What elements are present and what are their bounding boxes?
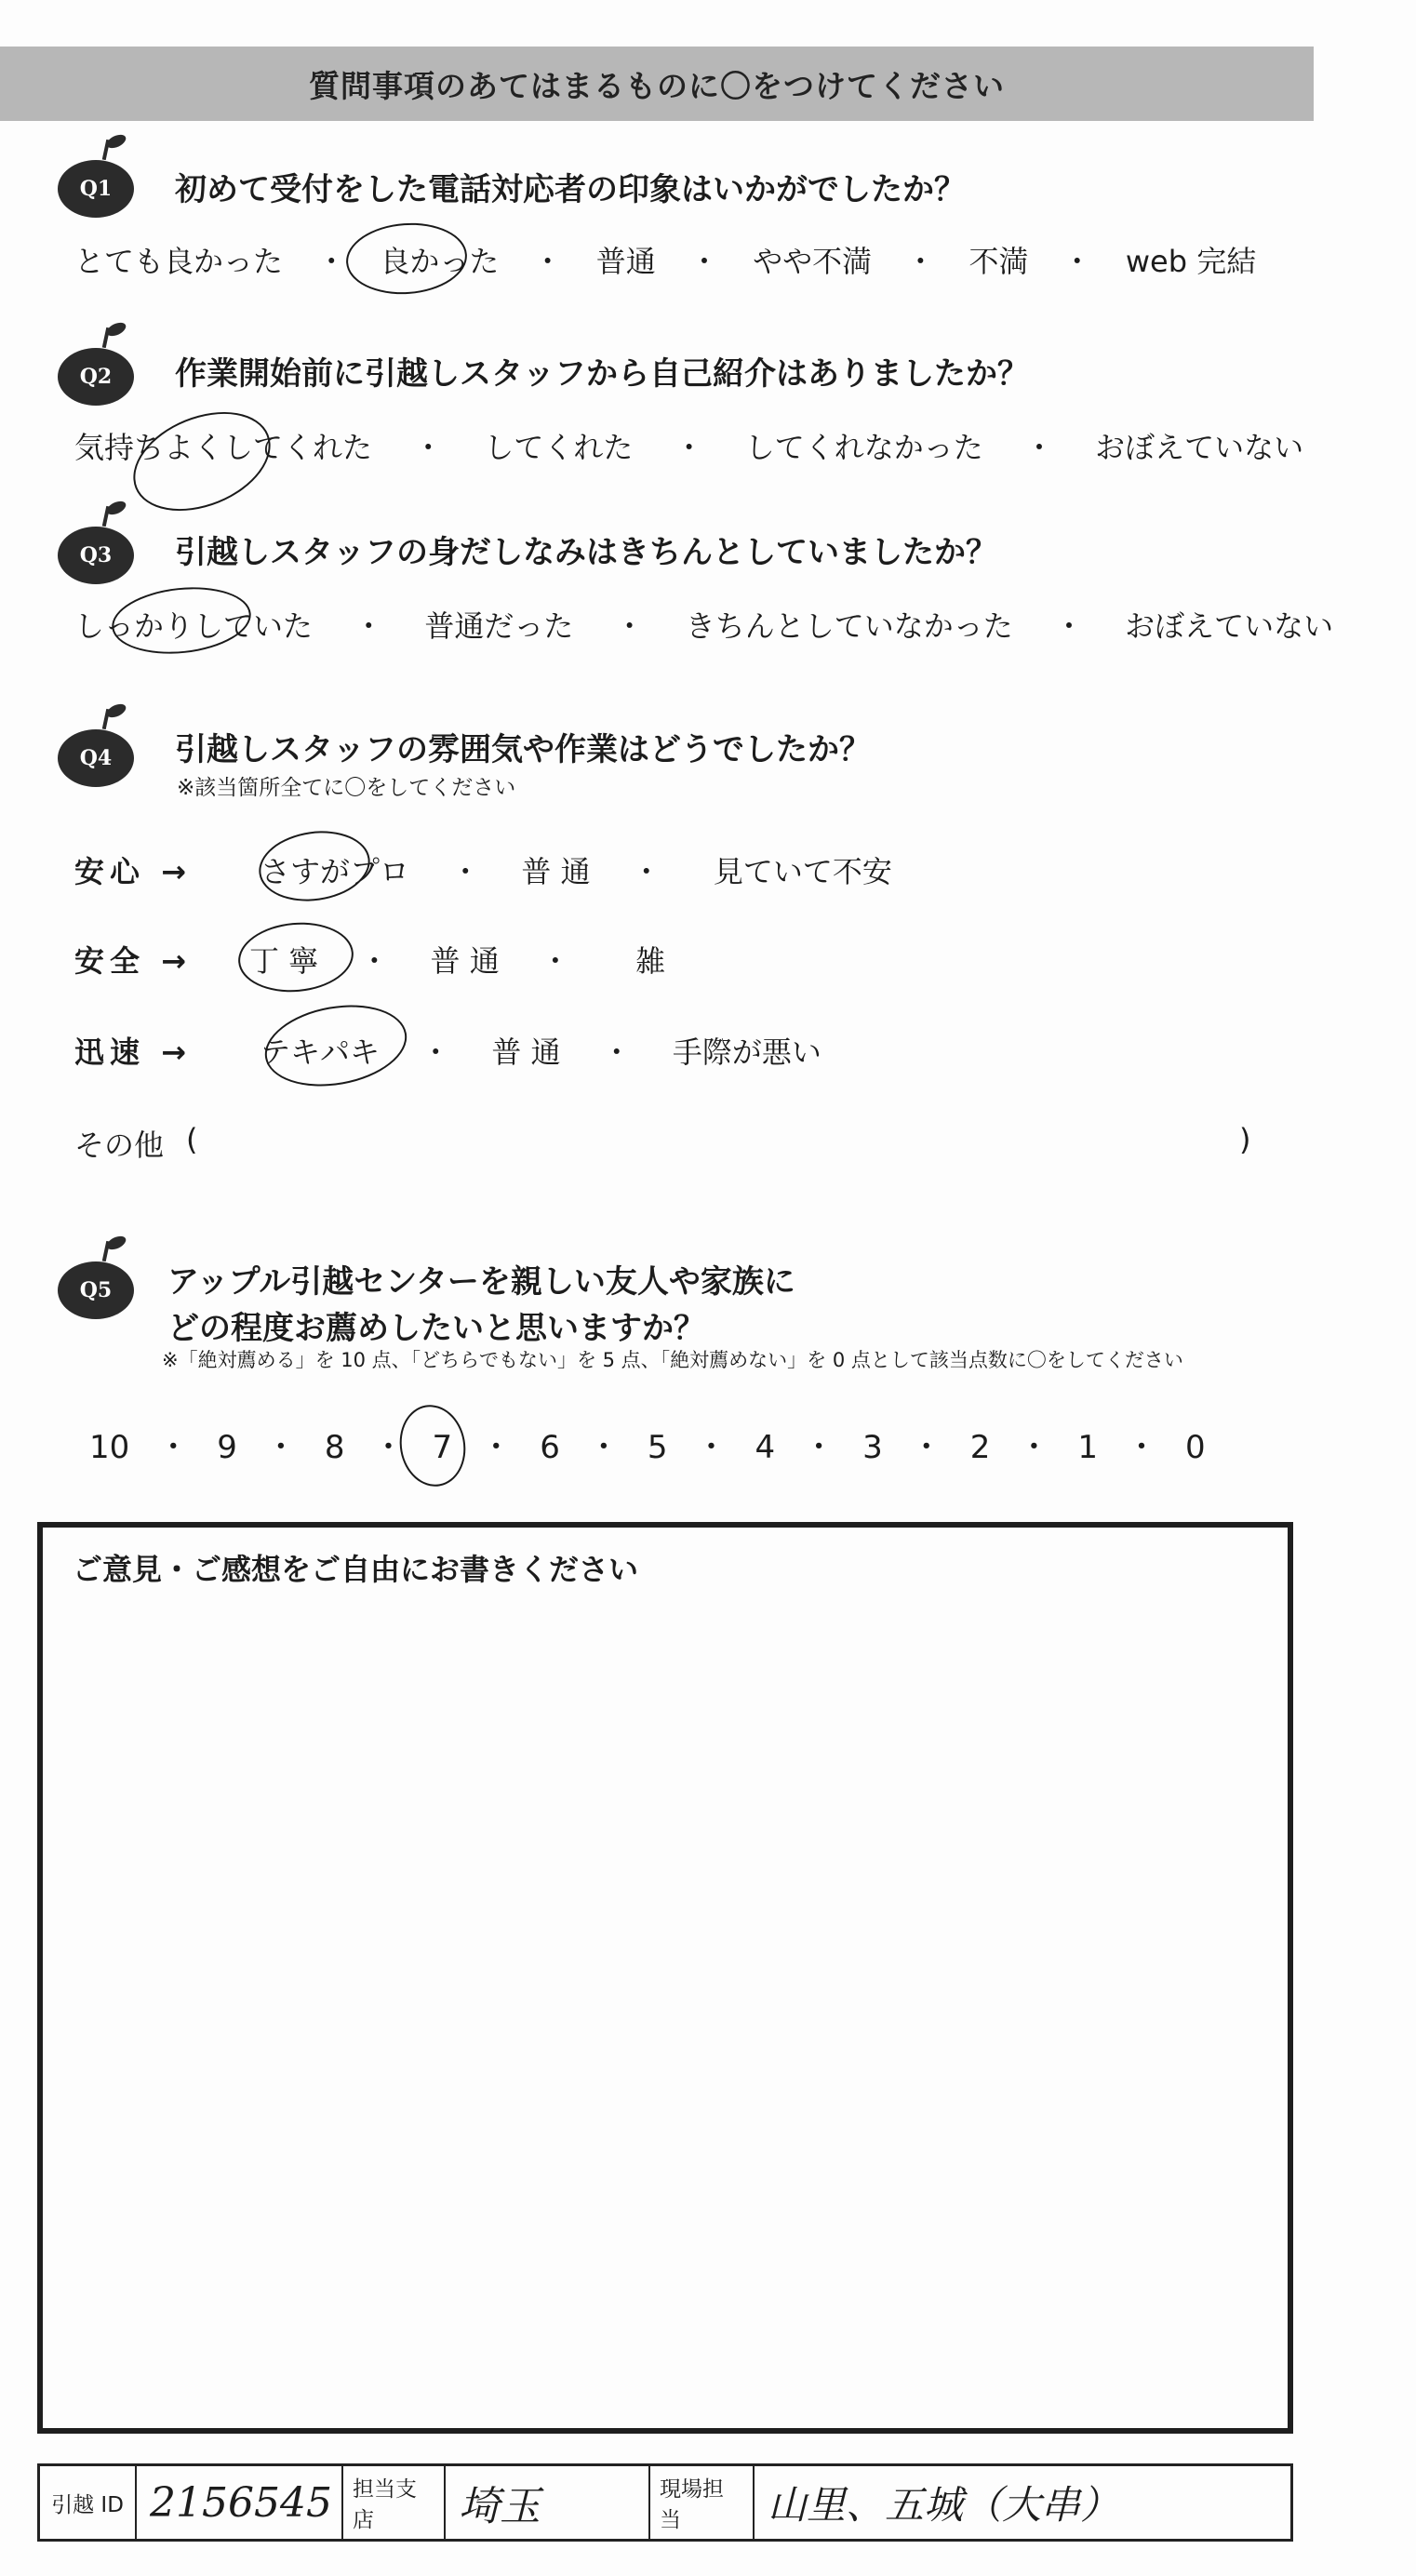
q4-row2-selection-circle (235, 918, 356, 997)
score-option[interactable]: 4 (755, 1429, 776, 1466)
q4-row3-option-3[interactable]: 手際が悪い (672, 1034, 822, 1070)
q2-selection-circle (119, 394, 286, 530)
score-option[interactable]: 8 (324, 1429, 345, 1466)
q4-title: 引越しスタッフの雰囲気や作業はどうでしたか？ (175, 731, 871, 768)
q4-row2-option-1[interactable]: 丁 寧 (249, 943, 319, 979)
staff-value: 山里、五城（大串） (768, 2482, 1120, 2528)
q5-selection-circle (394, 1400, 472, 1492)
q3-option-2[interactable]: 普通だった (424, 608, 574, 644)
q4-row1-option-3[interactable]: 見ていて不安 (713, 854, 892, 889)
q2-option-4[interactable]: おぼえていない (1095, 430, 1304, 465)
q5-title-line2: どの程度お薦めしたいと思いますか？ (167, 1310, 705, 1347)
q5-badge: Q5 (58, 1261, 134, 1319)
arrow-right-icon: → (161, 1034, 192, 1070)
q2-option-2[interactable]: してくれた (484, 430, 634, 465)
q1-option-6[interactable]: web 完結 (1125, 244, 1257, 279)
q4-row1-option-2[interactable]: 普 通 (521, 854, 591, 889)
survey-header (0, 47, 1314, 121)
q4-row2-option-3[interactable]: 雑 (635, 943, 666, 979)
q4-row3-option-1[interactable]: テキパキ (260, 1034, 381, 1070)
score-option[interactable]: 1 (1077, 1429, 1099, 1466)
q5-scale: 10 ・ 9 ・ 8 ・ 7 ・ 6 ・ 5 ・ 4 ・ 3 ・ 2 ・ 1 ・ 0 (89, 1429, 1206, 1466)
q1-option-1[interactable]: とても良かった (74, 244, 284, 279)
arrow-right-icon: → (161, 854, 192, 889)
q4-row-label: 迅速 (74, 1034, 146, 1070)
score-option[interactable]: 5 (647, 1429, 668, 1466)
q3-badge: Q3 (58, 527, 134, 584)
q4-row1-selection-circle (254, 824, 374, 908)
q3-selection-circle (109, 581, 254, 660)
branch-label: 担当支店 (343, 2466, 446, 2539)
q4-badge: Q4 (58, 729, 134, 787)
q1-option-3[interactable]: 普通 (595, 244, 656, 279)
score-option[interactable]: 9 (217, 1429, 237, 1466)
comment-box[interactable] (37, 1522, 1293, 2434)
q2-option-3[interactable]: してくれなかった (744, 430, 983, 465)
q1-options: とても良かった ・ 良かった ・ 普通 ・ やや不満 ・ 不満 ・ web 完結 (74, 238, 1256, 281)
q1-option-4[interactable]: やや不満 (753, 244, 873, 279)
q2-options: 気持ちよくしてくれた ・ してくれた ・ してくれなかった ・ おぼえていない (74, 424, 1303, 467)
q4-row-label: 安全 (74, 943, 146, 979)
move-id-value: 2156545 (137, 2466, 343, 2539)
score-option[interactable]: 2 (969, 1429, 991, 1466)
q4-row1-option-1[interactable]: さすがプロ (260, 854, 410, 889)
q4-other-label: その他 (74, 1128, 165, 1163)
q1-title: 初めて受付をした電話対応者の印象はいかがでしたか？ (175, 171, 966, 208)
comment-title: ご意見・ご感想をご自由にお書きください (73, 1552, 639, 1587)
header-title: 質問事項のあてはまるものに〇をつけてください (309, 67, 1005, 104)
q1-selection-circle (344, 220, 470, 299)
staff-label: 現場担当 (650, 2466, 755, 2539)
q3-option-4[interactable]: おぼえていない (1125, 608, 1334, 644)
q4-note: ※該当箇所全てに〇をしてください (177, 776, 516, 800)
score-option[interactable]: 0 (1185, 1429, 1206, 1466)
q4-other-input[interactable] (214, 1122, 1228, 1159)
q4-row3-selection-circle (259, 994, 413, 1096)
q5-note: ※「絶対薦める」を 10 点、「どちらでもない」を 5 点、「絶対薦めない」を 0 点として該当点数に〇をしてください (162, 1349, 1183, 1371)
branch-value: 埼玉 (446, 2466, 650, 2539)
q2-title: 作業開始前に引越しスタッフから自己紹介はありましたか？ (175, 355, 1029, 393)
q3-option-1[interactable]: しっかりしていた (74, 608, 314, 644)
score-option[interactable]: 3 (862, 1429, 883, 1466)
q4-other-open: ( (186, 1122, 198, 1157)
q3-options: しっかりしていた ・ 普通だった ・ きちんとしていなかった ・ おぼえていない (74, 603, 1333, 646)
q4-row2-option-2[interactable]: 普 通 (430, 943, 500, 979)
q3-title: 引越しスタッフの身だしなみはきちんとしていましたか？ (175, 534, 997, 571)
q3-option-3[interactable]: きちんとしていなかった (685, 608, 1013, 644)
q1-option-5[interactable]: 不満 (968, 244, 1029, 279)
score-option[interactable]: 6 (540, 1429, 560, 1466)
arrow-right-icon: → (161, 943, 192, 979)
score-option[interactable]: 7 (432, 1429, 453, 1466)
q1-option-2[interactable]: 良かった (380, 244, 500, 279)
move-id-label: 引越 ID (40, 2466, 137, 2539)
q4-row-label: 安心 (74, 854, 146, 889)
q4-other-close: ) (1239, 1122, 1251, 1157)
q2-badge: Q2 (58, 348, 134, 406)
q2-option-1[interactable]: 気持ちよくしてくれた (74, 430, 373, 465)
q4-row3-option-2[interactable]: 普 通 (491, 1034, 561, 1070)
q1-badge: Q1 (58, 160, 134, 218)
q5-title-line1: アップル引越センターを親しい友人や家族に (167, 1263, 795, 1301)
score-option[interactable]: 10 (89, 1429, 130, 1466)
footer-table (37, 2463, 1293, 2542)
